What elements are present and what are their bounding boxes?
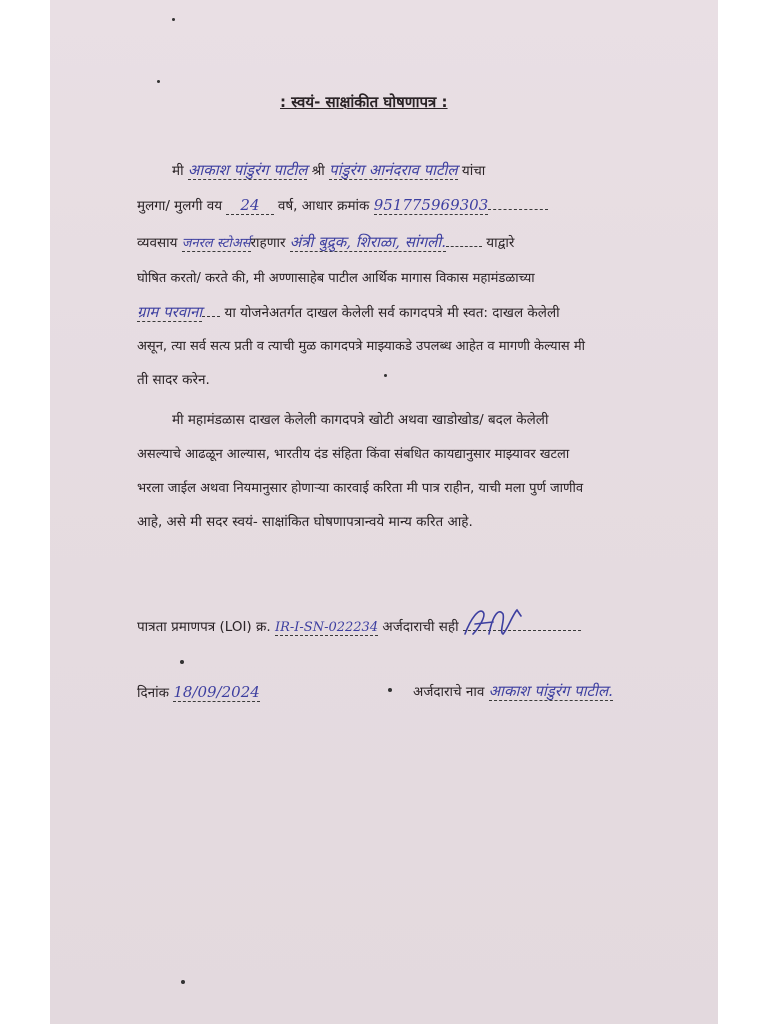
scan-mark [181, 980, 185, 984]
scheme-field: ग्राम परवाना [137, 303, 203, 321]
para1-line1-suffix: यांचा [461, 163, 486, 179]
signature-field [463, 630, 581, 631]
loi-number-field: IR-I-SN-022234 [274, 620, 379, 635]
para1-line5 [137, 302, 560, 322]
para1-line1 [172, 160, 485, 180]
para1-line2-prefix: मुलगा/ मुलगी वय [137, 198, 223, 214]
document-title: : स्वयं- साक्षांकीत घोषणापत्र : [280, 93, 448, 111]
name-label: अर्जदाराचे नाव [413, 684, 485, 700]
para2-line1: मी महामंडळास दाखल केलेली कागदपत्रे खोटी अथवा खाडोखोड/ बदल केलेली [172, 412, 549, 428]
para1-line3-prefix: व्यवसाय [137, 235, 178, 251]
para1-line3-mid: राहणार [250, 235, 286, 251]
applicant-name-footer-field: आकाश पांडुरंग पाटील. [488, 682, 613, 700]
para1-line1-prefix: मी [172, 163, 184, 179]
date-field: 18/09/2024 [173, 683, 260, 701]
residence-blank [446, 246, 482, 247]
signature-mark [459, 604, 529, 640]
loi-line [137, 617, 581, 635]
para2-line3: भरला जाईल अथवा नियमानुसार होणाऱ्या कारवाई करिता मी पात्र राहीन, याची मला पुर्ण जाणीव [137, 481, 584, 496]
date-line [137, 683, 260, 701]
applicant-name-field: आकाश पांडुरंग पाटील [187, 161, 308, 179]
para1-line5-suffix: या योजनेअतर्गत दाखल केलेली सर्व कागदपत्रे मी स्वत: दाखल केलेली [224, 305, 560, 321]
aadhaar-field: 951775969303 [373, 196, 489, 214]
scan-mark [157, 80, 160, 83]
para1-line3-suffix: याद्वारे [486, 235, 515, 251]
scan-mark [180, 660, 184, 664]
date-label: दिनांक [137, 685, 170, 701]
scan-mark [172, 18, 175, 21]
signature-label: अर्जदाराची सही [382, 619, 459, 635]
para1-line4: घोषित करतो/ करते की, मी अण्णासाहेब पाटील आर्थिक मागास विकास महामंडळाच्या [137, 271, 535, 286]
age-field: 24 [226, 196, 273, 215]
scan-mark [388, 688, 392, 692]
para1-line1-mid: श्री [311, 163, 325, 179]
scheme-blank [202, 316, 220, 317]
para1-line2-mid: वर्ष, आधार क्रमांक [277, 198, 370, 214]
father-name-field: पांडुरंग आनंदराव पाटील [329, 161, 458, 179]
occupation-field: जनरल स्टोअर्स [181, 236, 251, 251]
para1-line3 [137, 232, 514, 252]
residence-field: अंत्री बुद्रुक, शिराळा, सांगली. [289, 233, 446, 251]
name-line [413, 681, 613, 701]
para1-line6: असून, त्या सर्व सत्य प्रती व त्याची मुळ कागदपत्रे माझ्याकडे उपलब्ध आहेत व मागणी केल्यास मी [137, 339, 585, 354]
para2-line4: आहे, असे मी सदर स्वयं- साक्षांकित घोषणापत्रान्वये मान्य करित आहे. [137, 514, 473, 530]
para2-line2: असल्याचे आढळून आल्यास, भारतीय दंड संहिता किंवा संबधित कायद्यानुसार माझ्यावर खटला [137, 447, 570, 462]
scan-mark [384, 374, 387, 377]
loi-label: पात्रता प्रमाणपत्र (LOI) क्र. [137, 619, 271, 635]
para1-line7: ती सादर करेन. [137, 372, 210, 388]
aadhaar-blank [488, 209, 548, 210]
para1-line2 [137, 196, 548, 214]
